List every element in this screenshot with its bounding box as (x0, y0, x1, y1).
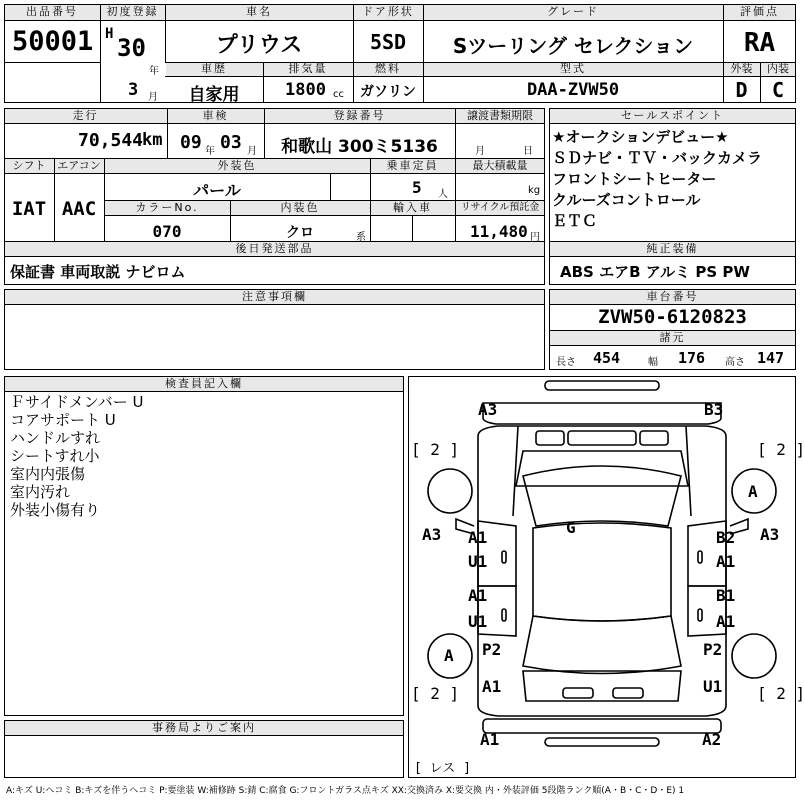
inspector-line: Ｆサイドメンバー U (10, 393, 144, 411)
shift-value: IAT (11, 198, 47, 220)
inspection-year: 09 (180, 132, 202, 153)
score-value: RA (743, 28, 776, 58)
inspector-line: コアサポート U (10, 411, 116, 429)
mark-tire-fl: [ 2 ] (411, 440, 460, 459)
displacement-unit: cc (333, 89, 344, 100)
sales-points-list (552, 127, 762, 232)
history-label: 車歴 (201, 62, 227, 75)
inspection-month: 03 (220, 132, 242, 153)
mark-tire-rr: [ 2 ] (757, 684, 805, 703)
mark-tire-fr: [ 2 ] (757, 440, 805, 459)
inspection-year-unit: 年 (205, 146, 215, 157)
length-value: 454 (593, 349, 621, 367)
grade-label: グレード (547, 5, 599, 18)
mark-tire-rl: [ 2 ] (411, 684, 460, 703)
equipment-value: ABS エアB アルミ PS PW (560, 263, 750, 281)
inspection-month-unit: 月 (247, 146, 257, 157)
inspection-label: 車検 (202, 109, 229, 122)
chassis-number: ZVW50-6120823 (598, 306, 747, 328)
year-unit: 年 (149, 66, 159, 77)
inspector-line: シートすれ小 (10, 447, 100, 465)
length-label: 長さ (556, 357, 576, 368)
interior-color-label: 内装色 (280, 201, 320, 214)
mileage-value: 70,544 (78, 130, 144, 151)
height-value: 147 (757, 349, 785, 367)
history-value: 自家用 (188, 85, 240, 105)
mark-b2-rd1: B2 (716, 528, 736, 547)
displacement-label: 排気量 (288, 62, 328, 75)
mark-a2-bottom: A2 (702, 730, 722, 749)
fuel-label: 燃料 (375, 62, 401, 75)
car-name: プリウス (215, 33, 303, 58)
width-value: 176 (678, 349, 706, 367)
plate-label: 登録番号 (333, 109, 386, 122)
era: H (105, 26, 114, 42)
lot-number-label: 出品番号 (26, 5, 78, 18)
legend-text: A:キズ U:ヘコミ B:キズを伴うヘコミ P:要塗装 W:補修跡 S:錆 C:腐食 G:フロントガラス点キズ XX:交換済み X:要交換 内・外装評価 5段階ランク順(A・B・C・D・E) 1 (6, 786, 685, 796)
mark-a1-rd2: A1 (716, 612, 736, 631)
interior-color-unit: 系 (356, 232, 366, 243)
mark-p2-right: P2 (703, 640, 723, 659)
mark-a3-top-left: A3 (478, 400, 498, 419)
sales-point: ＳＤナビ・ＴＶ・バックカメラ (552, 149, 763, 167)
mark-a1-ld1: A1 (468, 528, 488, 547)
sales-point: フロントシートヒーター (552, 170, 717, 188)
inspector-label: 検査員記入欄 (165, 377, 243, 390)
chassis-label: 車台番号 (646, 290, 699, 303)
capacity-label: 乗車定員 (386, 159, 439, 172)
interior-grade-label: 内装 (767, 62, 789, 75)
sales-points-label: セールスポイント (620, 109, 724, 122)
equipment-label: 純正装備 (646, 242, 699, 255)
parts-label: 後日発送部品 (235, 242, 314, 255)
grade-value: Sツーリング セレクション (452, 34, 694, 58)
interior-color-value: クロ (286, 225, 314, 241)
plate-value: 和歌山 300ミ5136 (281, 137, 438, 157)
year-num: 30 (117, 34, 146, 62)
mark-b1-rd2: B1 (716, 586, 736, 605)
notes-label: 注意事項欄 (242, 290, 307, 303)
fuel-value: ガソリン (360, 84, 416, 100)
import-label: 輸入車 (393, 201, 432, 214)
load-label: 最大積載量 (472, 159, 528, 172)
interior-grade: C (771, 78, 785, 102)
aircon-label: エアコン (57, 159, 101, 172)
transfer-month-unit: 月 (475, 146, 485, 157)
mark-g-center: G (566, 518, 576, 537)
inspector-line: 室内内張傷 (10, 465, 86, 483)
recycle-unit: 円 (530, 232, 540, 243)
displacement-value: 1800 (285, 80, 326, 100)
exterior-grade-label: 外装 (730, 62, 753, 75)
inspector-notes (10, 393, 144, 519)
sales-point: ★オークションデビュー★ (552, 128, 729, 146)
transfer-day-unit: 日 (523, 146, 533, 157)
width-label: 幅 (648, 357, 658, 368)
mark-a-right: A (748, 482, 758, 501)
mileage-label: 走行 (72, 109, 99, 122)
mark-u1-ld1: U1 (468, 552, 488, 571)
door-label: ドア形状 (362, 5, 414, 18)
door-value: 5SD (369, 30, 407, 54)
car-name-label: 車名 (246, 5, 272, 18)
load-unit: kg (528, 185, 541, 196)
inspector-line: ハンドルすれ (10, 429, 101, 447)
model-value: DAA-ZVW50 (526, 80, 620, 100)
color-label: 外装色 (217, 159, 257, 172)
inspector-line: 室内汚れ (10, 483, 71, 501)
shift-label: シフト (12, 159, 46, 172)
capacity-value: 5 (412, 178, 422, 197)
sales-point: クルーズコントロール (552, 191, 701, 209)
height-label: 高さ (725, 357, 745, 368)
mark-p2-left: P2 (482, 640, 502, 659)
parts-value: 保証書 車両取説 ナビロム (10, 263, 186, 281)
recycle-value: 11,480 (470, 222, 528, 241)
mark-b3-top-right: B3 (704, 400, 724, 419)
lot-number: 50001 (12, 26, 94, 57)
capacity-unit: 人 (438, 189, 448, 200)
color-value: パール (193, 181, 241, 200)
mark-rear-bumper: [ レス ] (414, 761, 471, 776)
office-label: 事務局よりご案内 (152, 721, 256, 734)
mark-a1-bottom: A1 (480, 730, 500, 749)
mark-a1-ld2: A1 (468, 586, 488, 605)
car-diagram (408, 376, 796, 778)
exterior-grade: D (735, 78, 748, 102)
dims-label: 諸元 (659, 331, 686, 344)
mark-a3-left: A3 (422, 525, 442, 544)
month-num: 3 (128, 80, 139, 100)
mark-a1-left-quarter: A1 (482, 677, 502, 696)
inspector-line: 外装小傷有り (10, 501, 101, 519)
transfer-label: 譲渡書類期限 (467, 109, 533, 122)
mark-u1-ld2: U1 (468, 612, 488, 631)
mileage-unit: km (142, 130, 163, 150)
color-no-label: カラーNo. (135, 201, 199, 214)
model-label: 型式 (560, 62, 586, 75)
mark-u1-right-quarter: U1 (703, 677, 723, 696)
color-no-value: 070 (152, 222, 182, 241)
sales-point: ＥＴＣ (552, 212, 598, 230)
mark-a1-rd1: A1 (716, 552, 736, 571)
first-reg-label: 初度登録 (106, 5, 159, 18)
mark-a3-right: A3 (760, 525, 780, 544)
month-unit: 月 (148, 92, 158, 103)
recycle-label: リサイクル預託金 (460, 202, 540, 213)
mark-a-left: A (444, 646, 454, 665)
score-label: 評価点 (740, 5, 779, 18)
aircon-value: AAC (61, 198, 97, 220)
